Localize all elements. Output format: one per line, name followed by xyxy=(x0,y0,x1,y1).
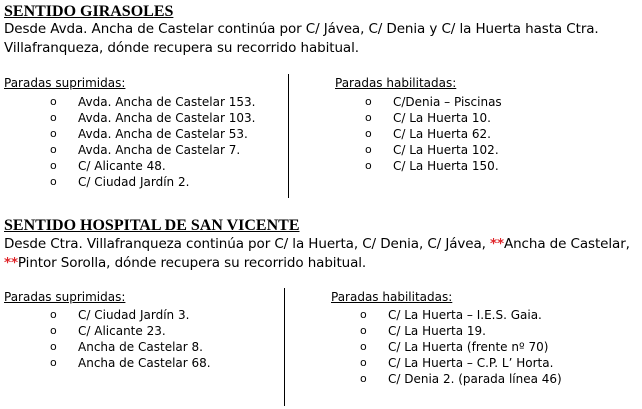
stop-text: C/ Alicante 23. xyxy=(78,324,166,338)
section2-suppressed-label: Paradas suprimidas: xyxy=(4,290,126,304)
bullet-circle-icon: o xyxy=(360,340,367,353)
section2-enabled-list xyxy=(360,307,562,387)
bullet-circle-icon: o xyxy=(365,111,372,124)
bullet-circle-icon: o xyxy=(50,324,57,337)
stop-item xyxy=(365,142,502,158)
section2-suppressed-list xyxy=(50,307,211,371)
stop-item xyxy=(50,158,255,174)
bullet-circle-icon: o xyxy=(50,95,57,108)
section1-enabled-label: Paradas habilitadas: xyxy=(335,76,457,90)
bullet-circle-icon: o xyxy=(360,324,367,337)
stop-item xyxy=(50,142,255,158)
bullet-circle-icon: o xyxy=(360,356,367,369)
stop-item xyxy=(50,94,255,110)
bullet-circle-icon: o xyxy=(365,95,372,108)
bullet-circle-icon: o xyxy=(50,111,57,124)
stop-text: C/ La Huerta 10. xyxy=(393,111,491,125)
bullet-circle-icon: o xyxy=(50,175,57,188)
section1-description-line2: Villafranqueza, dónde recupera su recorrido habitual. xyxy=(4,40,359,56)
stop-item xyxy=(50,339,211,355)
section2-description xyxy=(4,235,636,273)
bullet-circle-icon: o xyxy=(50,340,57,353)
bullet-circle-icon: o xyxy=(50,143,57,156)
section2-description-part2: Ancha de Castelar, xyxy=(503,236,630,252)
stop-text: Ancha de Castelar 8. xyxy=(78,340,203,354)
stop-text: C/ Alicante 48. xyxy=(78,159,166,173)
stop-text: C/ La Huerta (frente nº 70) xyxy=(388,340,549,354)
bullet-circle-icon: o xyxy=(365,127,372,140)
stop-item xyxy=(360,323,562,339)
stop-text: Avda. Ancha de Castelar 53. xyxy=(78,127,248,141)
section1-suppressed-list xyxy=(50,94,255,190)
bullet-circle-icon: o xyxy=(50,356,57,369)
stop-item xyxy=(50,355,211,371)
bullet-circle-icon: o xyxy=(365,159,372,172)
section2-marker-1: ** xyxy=(490,236,504,252)
stop-text: C/ Ciudad Jardín 2. xyxy=(78,175,190,189)
stop-item xyxy=(360,307,562,323)
stop-item xyxy=(50,174,255,190)
stop-item xyxy=(365,94,502,110)
bullet-circle-icon: o xyxy=(50,308,57,321)
bullet-circle-icon: o xyxy=(50,127,57,140)
bullet-circle-icon: o xyxy=(365,143,372,156)
stop-item xyxy=(365,158,502,174)
section2-column-divider xyxy=(284,288,285,406)
stop-text: C/ La Huerta 19. xyxy=(388,324,486,338)
stop-text: Ancha de Castelar 68. xyxy=(78,356,211,370)
section2-description-part1: Desde Ctra. Villafranqueza continúa por C/ la Huerta, C/ Denia, C/ Jávea, xyxy=(4,236,491,252)
stop-text: C/ La Huerta – I.E.S. Gaia. xyxy=(388,308,542,322)
stop-item xyxy=(50,307,211,323)
section2-title: SENTIDO HOSPITAL DE SAN VICENTE xyxy=(4,217,300,234)
section1-description-line1: Desde Avda. Ancha de Castelar continúa por C/ Jávea, C/ Denia y C/ la Huerta hasta Ctra. xyxy=(4,21,599,37)
section1-enabled-list xyxy=(365,94,502,174)
section1-title: SENTIDO GIRASOLES xyxy=(4,3,174,20)
bullet-circle-icon: o xyxy=(360,308,367,321)
stop-text: C/ La Huerta 62. xyxy=(393,127,491,141)
stop-text: Avda. Ancha de Castelar 153. xyxy=(78,95,256,109)
section2-marker-2: ** xyxy=(4,255,18,271)
stop-item xyxy=(365,110,502,126)
section1-description xyxy=(4,20,636,58)
section2-enabled-label: Paradas habilitadas: xyxy=(331,290,453,304)
stop-text: C/Denia – Piscinas xyxy=(393,95,502,109)
stop-item xyxy=(50,323,211,339)
section1-suppressed-label: Paradas suprimidas: xyxy=(4,76,126,90)
stop-text: C/ Denia 2. (parada línea 46) xyxy=(388,372,562,386)
stop-item xyxy=(50,110,255,126)
section1-column-divider xyxy=(288,74,289,198)
stop-text: C/ La Huerta 102. xyxy=(393,143,499,157)
bullet-circle-icon: o xyxy=(360,372,367,385)
stop-text: C/ La Huerta – C.P. L’ Horta. xyxy=(388,356,554,370)
stop-item xyxy=(50,126,255,142)
stop-item xyxy=(360,339,562,355)
stop-item xyxy=(360,355,562,371)
stop-text: Avda. Ancha de Castelar 103. xyxy=(78,111,256,125)
bullet-circle-icon: o xyxy=(50,159,57,172)
stop-item xyxy=(365,126,502,142)
stop-text: C/ La Huerta 150. xyxy=(393,159,499,173)
stop-text: C/ Ciudad Jardín 3. xyxy=(78,308,190,322)
stop-item xyxy=(360,371,562,387)
section2-description-part3: Pintor Sorolla, dónde recupera su recorrido habitual. xyxy=(17,255,367,271)
stop-text: Avda. Ancha de Castelar 7. xyxy=(78,143,241,157)
